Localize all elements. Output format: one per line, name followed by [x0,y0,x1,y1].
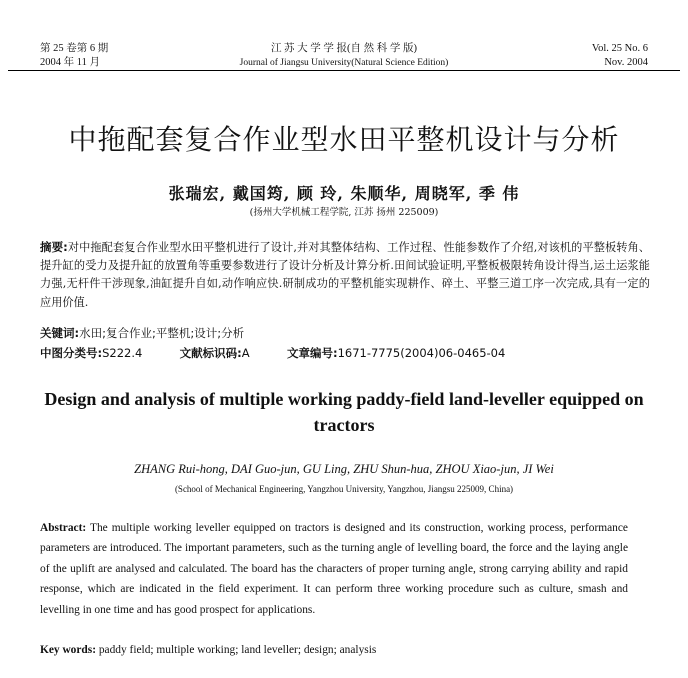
paper-title-zh: 中拖配套复合作业型水田平整机设计与分析 [68,123,620,156]
abstract-en [40,518,628,620]
keywords-en [40,644,640,656]
abstract-text-zh: 对中拖配套复合作业型水田平整机进行了设计,并对其整体结构、工作过程、性能参数作了介绍,对该机的平整板转角、提升缸的受力及提升缸的放置角等重要参数进行了设计分析及计算分析.田间试验证明,平整板极限转角设计得当,运土运浆能力强,无杆件干涉现象,油缸提升自如,动作响应快.研制成功的平整机能实现耕作、碎土、平整三道工序一次完成,具有一定的应用价值. [40,241,650,309]
keywords-label-zh: 关键词: [40,326,80,340]
article-number-value: 1671-7775(2004)06-0465-04 [337,346,506,360]
keywords-text-zh: 水田;复合作业;平整机;设计;分析 [79,326,245,340]
doc-code-label: 文献标识码: [179,346,242,360]
journal-name-zh: 江 苏 大 学 学 报(自 然 科 学 版) [270,43,418,54]
volume-issue: 第 25 卷第 6 期 [40,43,109,54]
article-number-label: 文章编号: [286,346,338,360]
journal-header-left [40,42,108,70]
issue-date: 2004 年 11 月 [40,57,100,68]
affiliation-en: (School of Mechanical Engineering, Yangzhou University, Yangzhou, Jiangsu 225009, China) [174,484,514,494]
journal-header-center [194,42,494,70]
abstract-text-en: The multiple working leveller equipped on tractors is designed and its construction, working process, performance parameters are introduced. The important parameters, such as the turning angle of levelling board, the force and the laying angle of the uplift are analysed and calculated. The board has the characters of proper turning angle, strong carrying ability and rapid response, which are indicated in the field experiment. It can perform three working procedure such as culture, smash and levelling in one time and has good prospect for applications. [40,522,628,616]
volume-number-en: Vol. 25 No. 6 [591,43,648,54]
classification-line [40,345,660,361]
doc-code-value: A [241,346,250,360]
authors-en: ZHANG Rui-hong, DAI Guo-jun, GU Ling, ZHU Shun-hua, ZHOU Xiao-jun, JI Wei [134,462,554,476]
header-rule [8,70,680,71]
issue-date-en: Nov. 2004 [604,57,648,68]
journal-name-en: Journal of Jiangsu University(Natural Science Edition) [239,58,449,68]
abstract-label-en: Abstract: [40,522,87,534]
keywords-text-en: paddy field; multiple working; land leveller; design; analysis [98,644,377,656]
abstract-label-zh: 摘要: [40,240,68,254]
journal-header-right [592,42,648,70]
paper-title-en: Design and analysis of multiple working paddy-field land-leveller equipped on tractors [44,389,644,435]
keywords-label-en: Key words: [40,644,96,656]
abstract-zh [40,238,650,312]
keywords-zh [40,325,660,341]
affiliation-zh: (扬州大学机械工程学院, 江苏 扬州 225009) [249,207,439,218]
authors-zh: 张瑞宏, 戴国筠, 顾 玲, 朱顺华, 周晓军, 季 伟 [168,184,520,203]
clc-label: 中图分类号: [40,346,103,360]
clc-value: S222.4 [102,346,143,360]
